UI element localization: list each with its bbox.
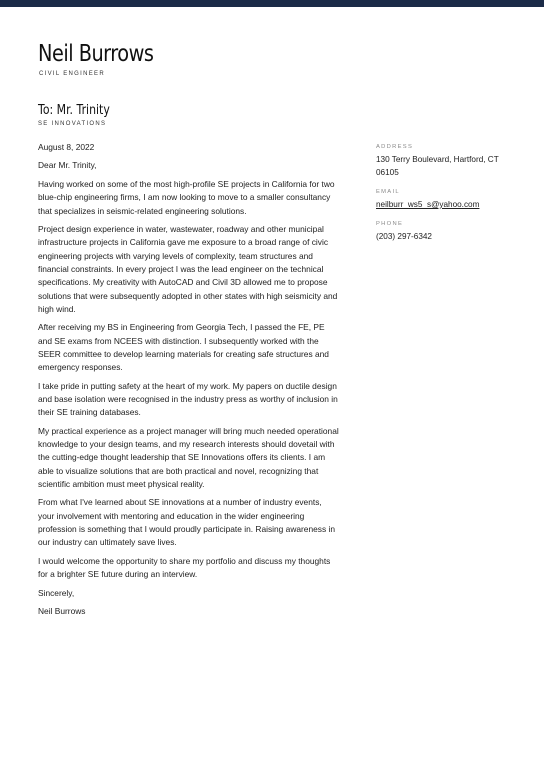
- letter-salutation: Dear Mr. Trinity,: [38, 160, 97, 171]
- letter-paragraph: I would welcome the opportunity to share my portfolio and discuss my thoughts for a brighter SE future during an interview.: [38, 555, 331, 580]
- recipient-line: To: Mr. Trinity: [38, 103, 110, 118]
- email-label: EMAIL: [376, 189, 400, 195]
- letter-paragraph: After receiving my BS in Engineering from Georgia Tech, I passed the FE, PE and SE exams from NCEES with distinction. I subsequently worked with the SEER committee to develop learning materials for creating safe structures and emergency responses.: [38, 322, 329, 373]
- recipient-company: SE INNOVATIONS: [38, 121, 107, 127]
- phone-label: PHONE: [376, 221, 404, 227]
- letter-paragraph: I take pride in putting safety at the heart of my work. My papers on ductile design and base isolation were recognised in the industry press as worthy of inclusion in their SE training databases.: [38, 380, 338, 418]
- top-accent-bar: [0, 0, 544, 7]
- letter-signature: Neil Burrows: [38, 606, 86, 617]
- phone-value: (203) 297-6342: [376, 232, 432, 241]
- address-value: 130 Terry Boulevard, Hartford, CT 06105: [376, 155, 499, 177]
- letter-paragraph: From what I've learned about SE innovations at a number of industry events, your involvement with mentoring and education in the wider engineering profession is something that I would proudly participate in. Raising awareness in our industry can ultimately save lives.: [38, 497, 336, 548]
- applicant-name: Neil Burrows: [38, 41, 154, 67]
- letter-closing: Sincerely,: [38, 587, 75, 598]
- letter-body: [38, 141, 340, 624]
- letter-date: August 8, 2022: [38, 142, 95, 152]
- address-label: ADDRESS: [376, 144, 414, 150]
- letter-paragraph: My practical experience as a project manager will bring much needed operational knowledge to your design teams, and my research interests should dovetail with the cutting-edge thought leadership that SE Innovations offers its clients. I am able to visualize solutions that are both practical and novel, recognizing that scientific ambition must meet physical reality.: [38, 425, 339, 489]
- letter-paragraph: Project design experience in water, wastewater, roadway and other municipal infrastructure projects in California gave me exposure to a broad range of civic engineering projects with varying levels of complexity, team structures and financial constraints. In every project I was the lead engineer on the technical specifications. My creativity with AutoCAD and Civil 3D allowed me to propose solutions that were subsequently adopted in other states with high seismicity and high wind.: [38, 224, 338, 314]
- job-title: CIVIL ENGINEER: [39, 71, 105, 77]
- email-block: [376, 188, 516, 211]
- contact-sidebar: [376, 143, 516, 252]
- phone-block: [376, 220, 516, 243]
- email-link[interactable]: neilburr_ws5_s@yahoo.com: [376, 200, 480, 209]
- letter-paragraph: Having worked on some of the most high-profile SE projects in California for two blue-chip engineering firms, I am now looking to move to a smaller consultancy that specializes in seismic-related engineering solutions.: [38, 178, 335, 216]
- address-block: [376, 143, 516, 179]
